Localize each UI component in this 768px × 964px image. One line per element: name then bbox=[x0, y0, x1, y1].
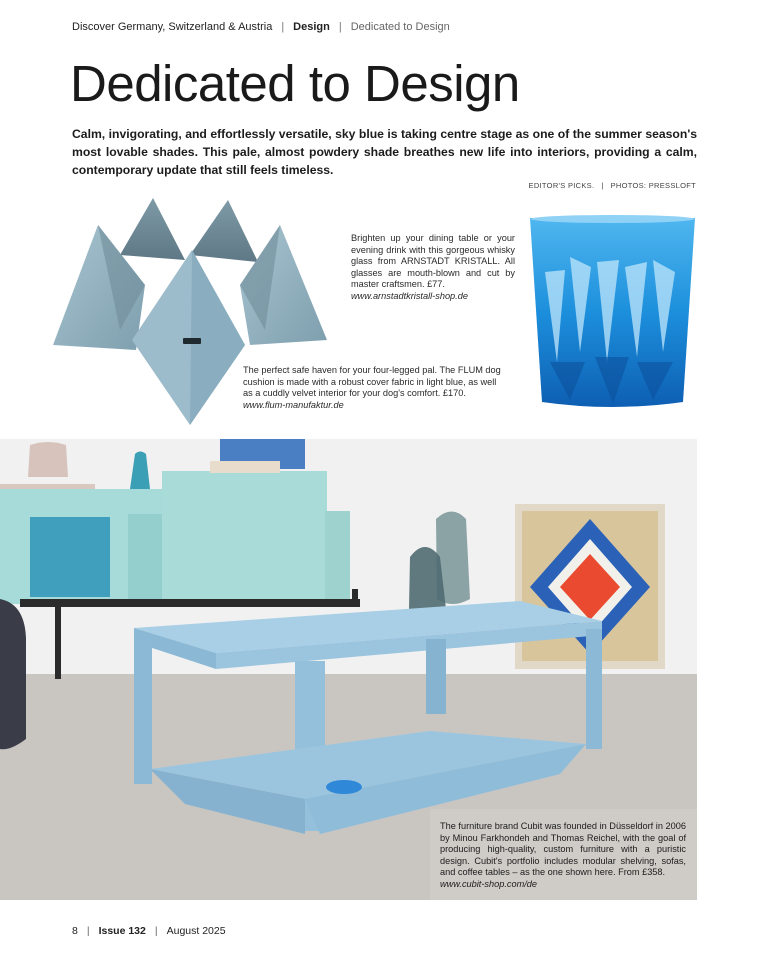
photo-credits: EDITOR'S PICKS. | PHOTOS: PRESSLOFT bbox=[528, 181, 696, 190]
issue-number: Issue 132 bbox=[98, 925, 146, 937]
breadcrumb: Discover Germany, Switzerland & Austria | Design | Dedicated to Design bbox=[72, 21, 450, 33]
cubit-shop-link[interactable]: www.cubit-shop.com/de bbox=[440, 878, 538, 889]
breadcrumb-section[interactable]: Design bbox=[293, 21, 330, 33]
whisky-glass-image bbox=[525, 212, 700, 412]
breadcrumb-region[interactable]: Discover Germany, Switzerland & Austria bbox=[72, 21, 273, 33]
editors-picks-label: EDITOR'S PICKS. bbox=[528, 181, 595, 190]
cushion-caption-text: The perfect safe haven for your four-legged pal. The FLUM dog cushion is made with a robust cover fabric in light blue, as well as a cuddly velvet interior for your dog's comfort. £170. bbox=[243, 365, 501, 398]
glass-caption-text: Brighten up your dining table or your evening drink with this gorgeous whisky glass from ARNSTADT KRISTALL. All glasses are mouth-blown and cut by master craftsmen. £77. bbox=[351, 233, 515, 289]
cushion-label bbox=[183, 338, 201, 344]
glass-caption bbox=[351, 233, 515, 302]
cushion-caption bbox=[243, 365, 505, 411]
page-number: 8 bbox=[72, 925, 78, 937]
cushion-shop-link[interactable]: www.flum-manufaktur.de bbox=[243, 399, 344, 410]
article-lead: Calm, invigorating, and effortlessly versatile, sky blue is taking centre stage as one of the summer season's most lovable shades. This pale, almost powdery shade breathes new life into interiors, providing a calm, contemporary update that still feels timeless. bbox=[72, 127, 697, 177]
glass-shop-link[interactable]: www.arnstadtkristall-shop.de bbox=[351, 290, 468, 301]
cubit-caption bbox=[440, 821, 686, 890]
cubit-caption-text: The furniture brand Cubit was founded in Düsseldorf in 2006 by Minou Farkhondeh and Thomas Reichel, with the goal of producing high-quality, custom furniture with a puristic design. Cubit's portfolio includes modular shelving, sofas, and coffee tables – as the one shown here. From £358. bbox=[440, 821, 686, 877]
breadcrumb-current: Dedicated to Design bbox=[350, 21, 450, 33]
photos-credit: PHOTOS: PRESSLOFT bbox=[610, 181, 696, 190]
page-footer: 8 | Issue 132 | August 2025 bbox=[72, 925, 226, 937]
issue-date: August 2025 bbox=[166, 925, 226, 937]
page-title: Dedicated to Design bbox=[70, 55, 520, 112]
